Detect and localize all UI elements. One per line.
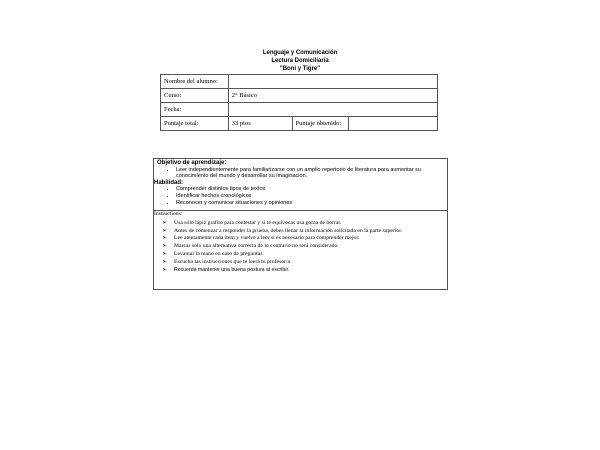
objective-list xyxy=(154,167,447,180)
table-row xyxy=(161,89,438,103)
skills-title: Habilidad: xyxy=(154,179,184,186)
instructions-title: Instructions: xyxy=(154,211,183,217)
instruction-text: Lee atentamente cada ítem y vuelve a leer si es necesario para comprender mejor. xyxy=(174,235,360,242)
arrow-bullet-icon: ➢ xyxy=(162,227,168,234)
obtained-score-label: Puntaje obtenido: xyxy=(292,117,349,131)
date-field[interactable] xyxy=(228,103,437,117)
instruction-text: Antes de comenzar a responder la prueba, debes llenar la información solicitada en la parte superior. xyxy=(174,227,403,234)
list-item: • Reconocer y comunicar situaciones y opiniones xyxy=(176,200,447,207)
list-item xyxy=(162,267,447,275)
list-item xyxy=(162,243,447,251)
total-score-value: 33 ptos xyxy=(228,117,292,131)
course-value[interactable]: 2° Básico xyxy=(228,89,437,103)
arrow-bullet-icon: ➢ xyxy=(162,250,168,257)
list-item xyxy=(162,228,447,236)
table-row xyxy=(161,103,438,117)
arrow-bullet-icon: ➢ xyxy=(162,243,168,250)
list-item xyxy=(162,259,447,267)
instruction-text: Levantar la mano en caso de preguntas. xyxy=(174,250,264,257)
student-info-table xyxy=(160,74,438,131)
total-score-label: Puntaje total: xyxy=(161,117,229,131)
list-item xyxy=(162,235,447,243)
arrow-bullet-icon: ➢ xyxy=(162,258,168,265)
arrow-bullet-icon: ➢ xyxy=(162,235,168,242)
table-row xyxy=(161,75,438,89)
list-item: • Leer independientemente para familiarizarse con un amplio repertorio de literatura para aumentar su conocimiento del mundo y desarrollar su imaginación. xyxy=(176,167,447,180)
arrow-bullet-icon: ➢ xyxy=(162,266,168,273)
objective-title: Objetivo de aprendizaje: xyxy=(157,160,227,166)
list-item xyxy=(162,251,447,259)
skills-list xyxy=(154,186,447,206)
instruction-text: Escucha las instrucciones que te leerá tu profesor/a. xyxy=(174,258,292,265)
list-item xyxy=(162,220,447,228)
table-row xyxy=(161,117,438,131)
document-header xyxy=(0,49,600,73)
name-label: Nombre del alumno: xyxy=(161,75,229,89)
arrow-bullet-icon: ➢ xyxy=(162,219,168,226)
subject-title: Lenguaje y Comunicación xyxy=(262,50,338,56)
instruction-text: Marcar solo una alternativa correcta de lo contrario no será considerado. xyxy=(174,243,339,250)
obtained-score-field[interactable] xyxy=(349,117,438,131)
activity-title: Lectura Domiciliaria xyxy=(271,58,329,64)
objectives-box xyxy=(153,158,448,211)
instructions-box xyxy=(153,211,448,290)
name-field[interactable] xyxy=(228,75,437,89)
instruction-text: Recuerda mantener una buena postura al escribir. xyxy=(174,266,290,273)
book-title: "Boni y Tigre" xyxy=(279,66,321,72)
list-item: • Comprender distintos tipos de textos xyxy=(176,186,447,193)
instruction-text: Usa sólo lápiz grafito para contestar y si te equivocas usa goma de borrar. xyxy=(174,219,342,226)
date-label: Fecha: xyxy=(161,103,229,117)
list-item: • Identificar hechos cronológicos xyxy=(176,193,447,200)
course-label: Curso: xyxy=(161,89,229,103)
